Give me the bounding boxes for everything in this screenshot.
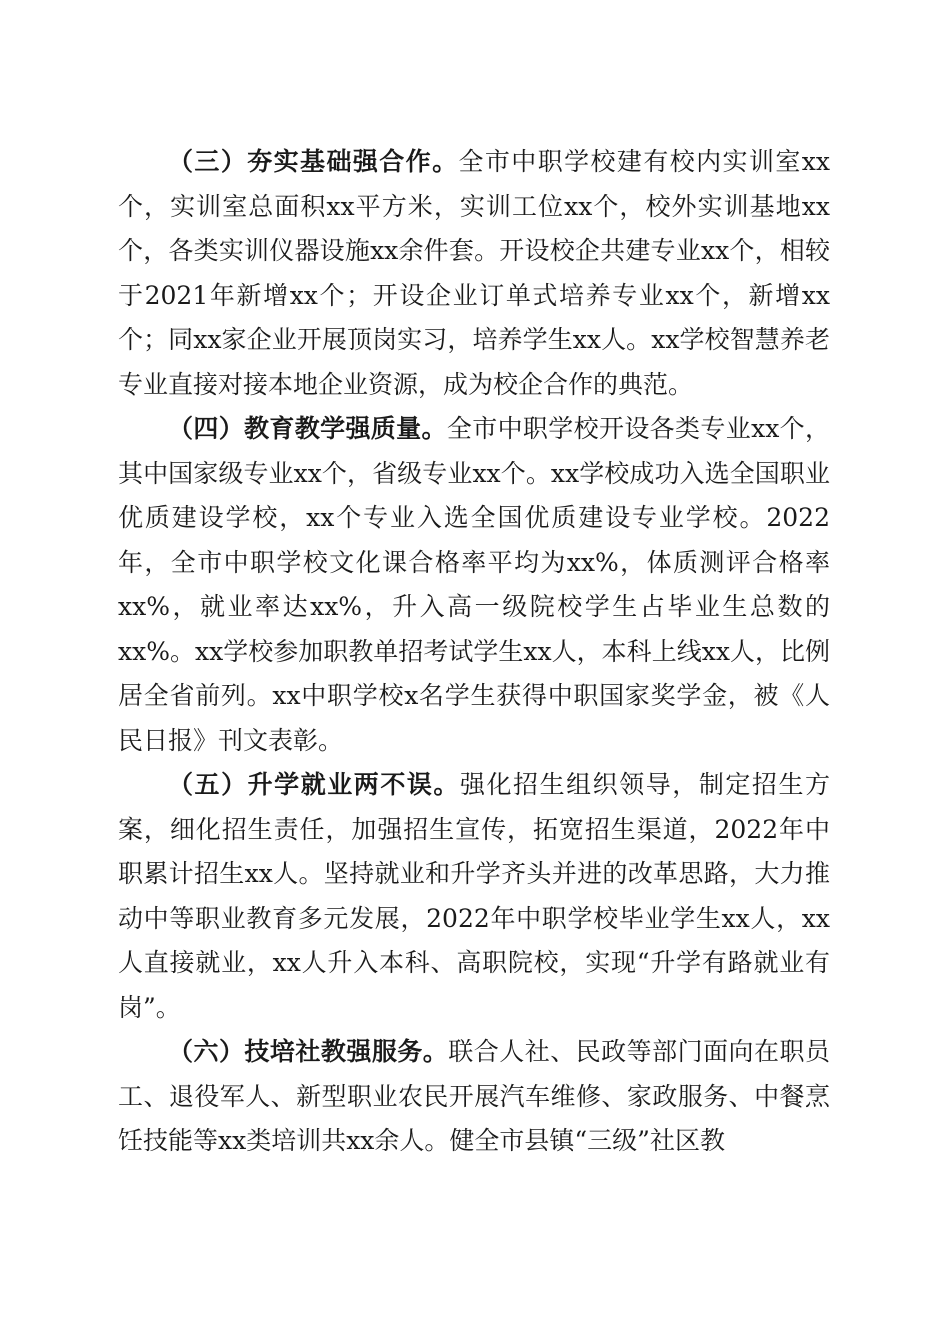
paragraph-three — [118, 140, 830, 407]
paragraph-four-heading: （四）教育教学强质量。 — [168, 414, 447, 443]
document-body — [118, 140, 830, 1164]
paragraph-three-heading: （三）夯实基础强合作。 — [168, 147, 459, 176]
paragraph-five — [118, 763, 830, 1030]
paragraph-three-body: 全市中职学校建有校内实训室xx个，实训室总面积xx平方米，实训工位xx个，校外实训基地xx个，各类实训仪器设施xx余件套。开设校企共建专业xx个，相较于2021年新增xx个；开设企业订单式培养专业xx个，新增xx个；同xx家企业开展顶岗实习，培养学生xx人。xx学校智慧养老专业直接对接本地企业资源，成为校企合作的典范。 — [118, 147, 830, 399]
paragraph-six-body: 联合人社、民政等部门面向在职员工、退役军人、新型职业农民开展汽车维修、家政服务、中餐烹饪技能等xx类培训共xx余人。健全市县镇“三级”社区教 — [118, 1037, 830, 1155]
paragraph-six — [118, 1030, 830, 1164]
paragraph-five-heading: （五）升学就业两不误。 — [168, 770, 460, 799]
paragraph-six-heading: （六）技培社教强服务。 — [168, 1037, 449, 1066]
paragraph-five-body: 强化招生组织领导，制定招生方案，细化招生责任，加强招生宣传，拓宽招生渠道，2022年中职累计招生xx人。坚持就业和升学齐头并进的改革思路，大力推动中等职业教育多元发展，2022年中职学校毕业学生xx人，xx人直接就业，xx人升入本科、高职院校，实现“升学有路就业有岗”。 — [118, 770, 830, 1022]
paragraph-four — [118, 407, 830, 763]
paragraph-four-body: 全市中职学校开设各类专业xx个，其中国家级专业xx个，省级专业xx个。xx学校成功入选全国职业优质建设学校，xx个专业入选全国优质建设专业学校。2022年，全市中职学校文化课合格率平均为xx%，体质测评合格率xx%，就业率达xx%，升入高一级院校学生占毕业生总数的xx%。xx学校参加职教单招考试学生xx人，本科上线xx人，比例居全省前列。xx中职学校x名学生获得中职国家奖学金，被《人民日报》刊文表彰。 — [118, 414, 830, 755]
